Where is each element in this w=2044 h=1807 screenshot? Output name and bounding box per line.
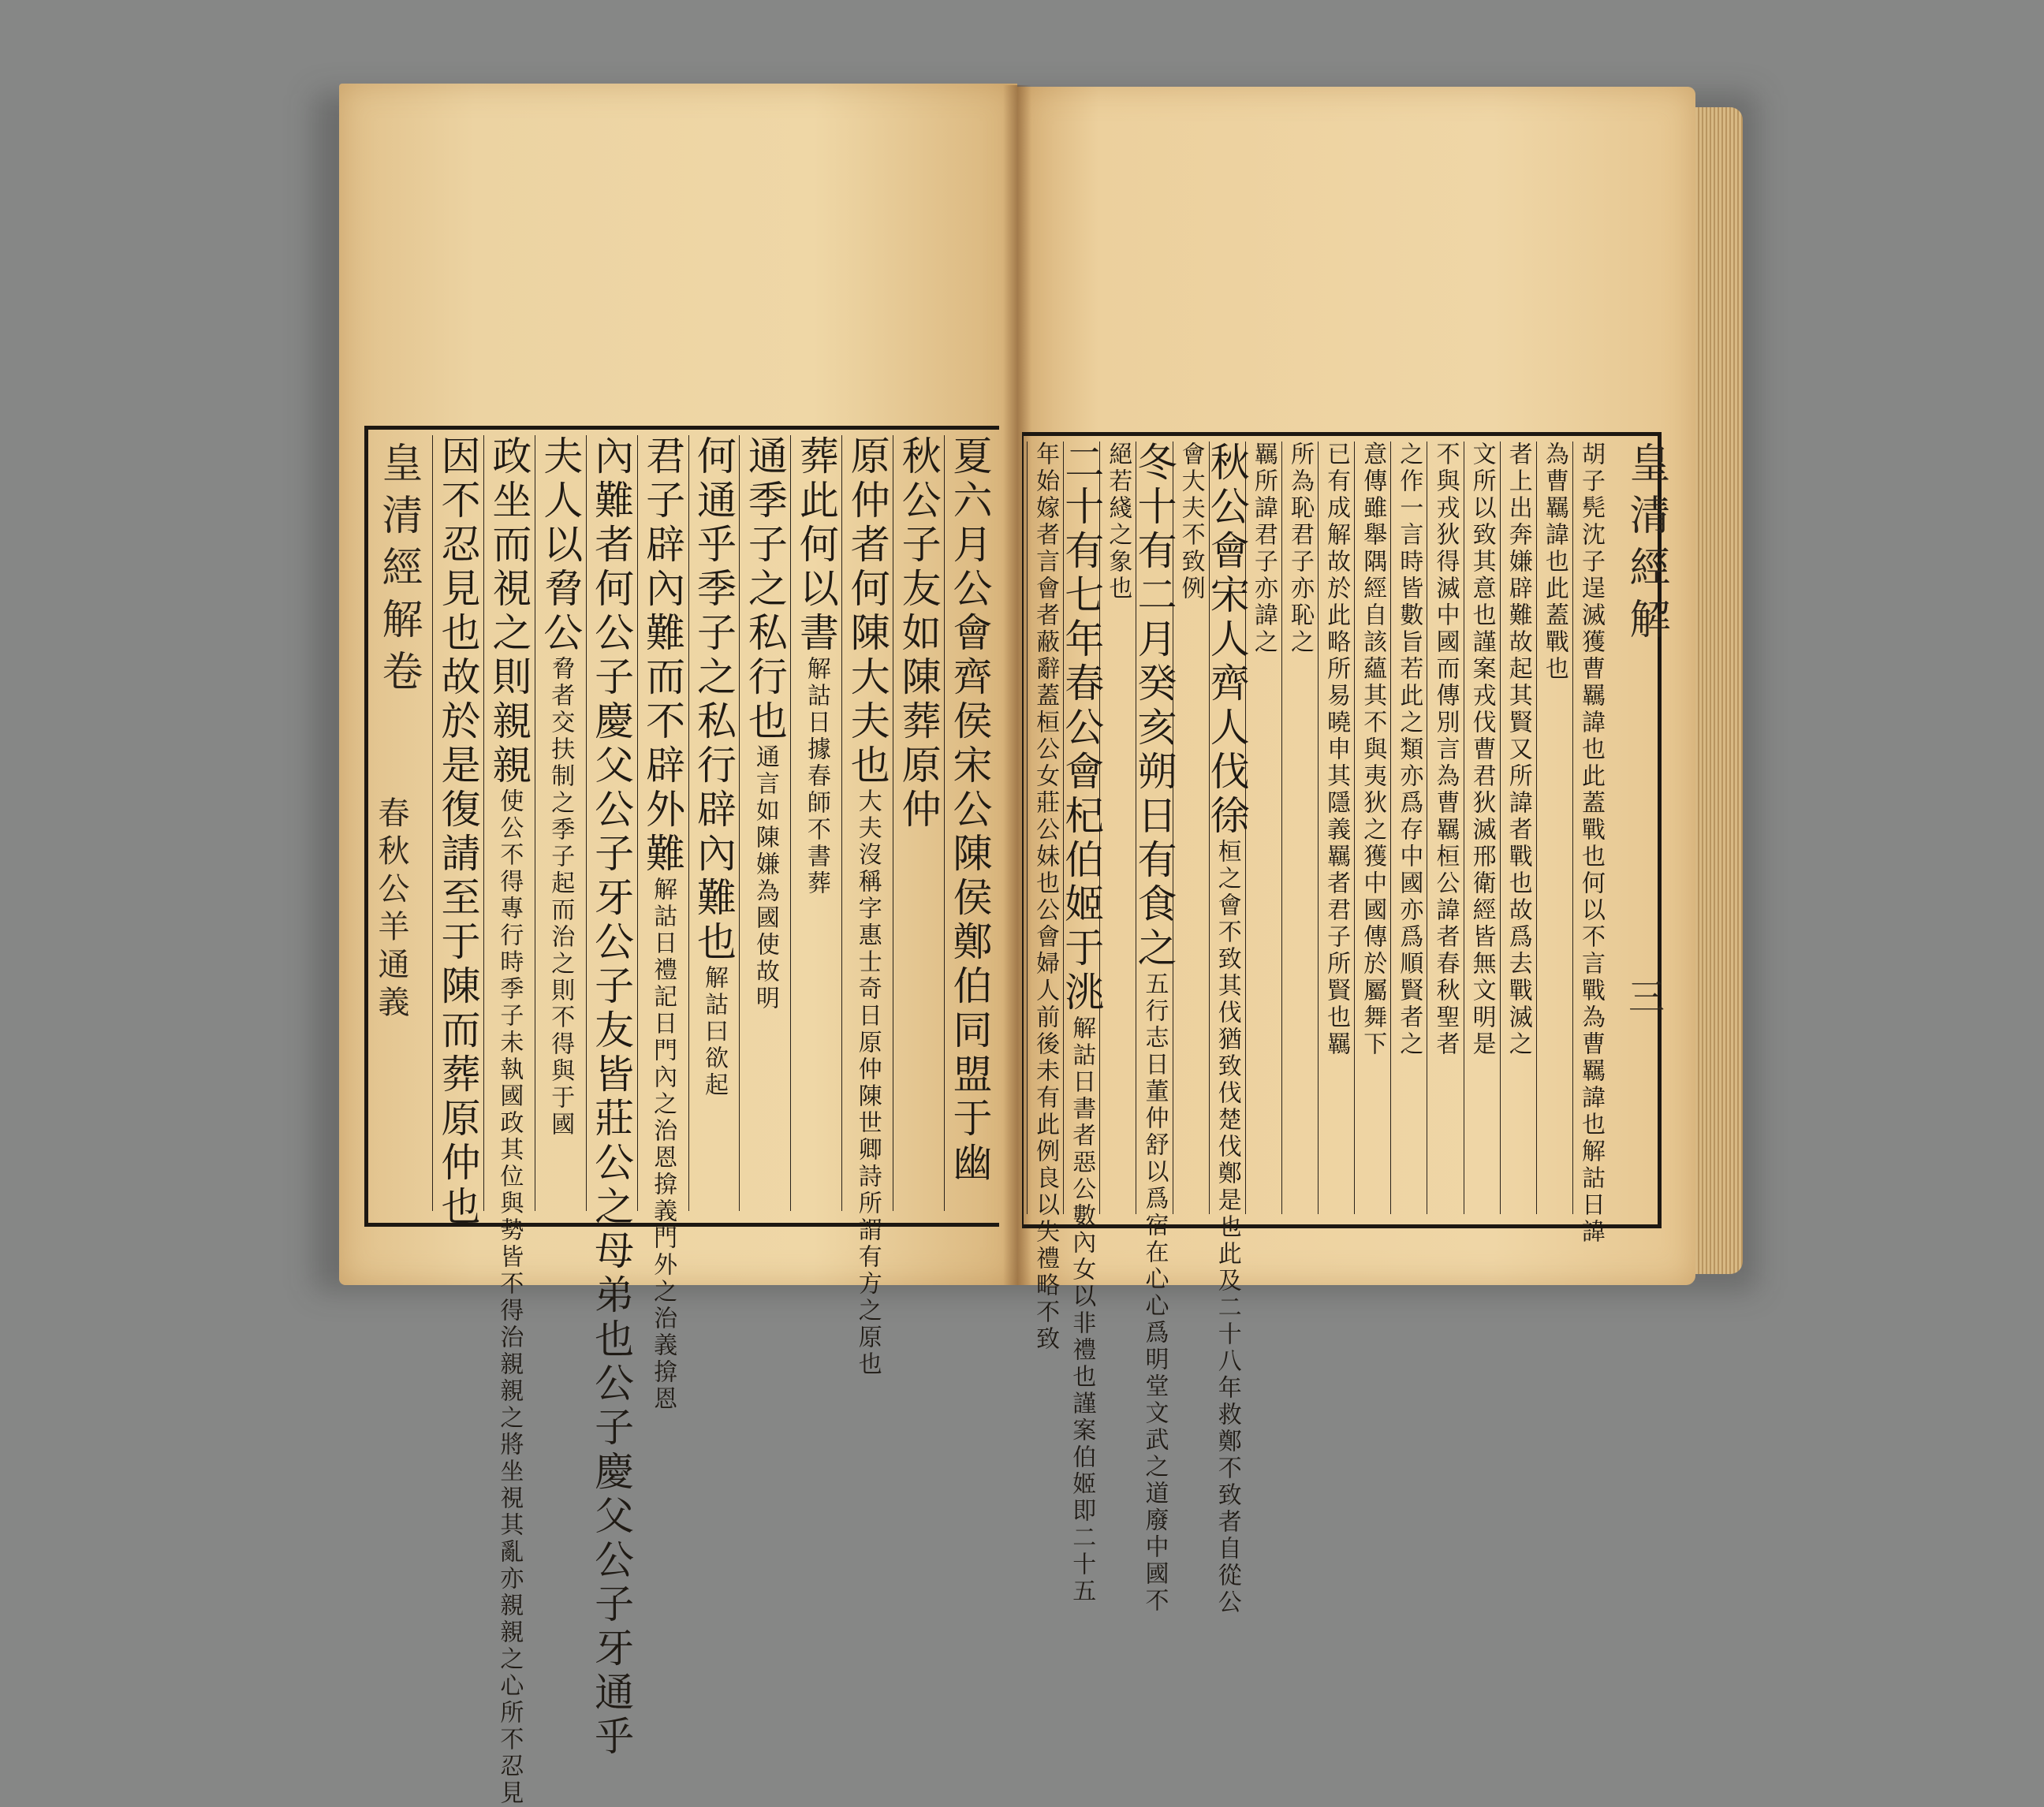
left-column — [535, 435, 586, 1211]
left-column-inner — [486, 435, 532, 1807]
right-column-inner — [1131, 442, 1177, 1615]
left-main-text: 原仲者何陳大夫也 — [844, 435, 890, 788]
right-commentary-text: 解詁日書者惡公數內女以非禮也謹案伯姬即二十五 — [1068, 1015, 1096, 1605]
left-margin-title: 皇清經解卷 — [375, 442, 422, 702]
left-main-text: 何通乎季子之私行辟內難也 — [690, 435, 737, 965]
right-column-inner — [1359, 442, 1387, 1214]
left-margin-subtitle: 春秋公羊通義 — [373, 796, 409, 1023]
left-column — [841, 435, 893, 1378]
left-commentary-text: 解詁曰欲起 — [699, 965, 728, 1099]
left-column — [586, 435, 637, 1760]
left-column-inner — [537, 435, 584, 1211]
right-commentary-text: 胡子髡沈子逞滅獲曹羈諱也此蓋戰也何以不言戰為曹羈諱也解詁日諱 — [1576, 442, 1605, 1246]
left-column — [637, 435, 688, 1413]
left-column-inner — [588, 435, 635, 1760]
right-folio: 三 — [1623, 978, 1665, 1014]
left-commentary-text: 解詁日禮記日門內之治恩揜義門外之治義揜恩 — [649, 877, 677, 1413]
right-main-text: 二十有七年春公會杞伯姬于洮 — [1058, 442, 1105, 1015]
left-column — [944, 435, 995, 1211]
right-column — [1281, 442, 1318, 1214]
right-commentary-text: 絕若綫之象也 — [1104, 442, 1132, 602]
left-column-inner — [844, 435, 890, 1378]
left-column-inner — [946, 435, 993, 1211]
left-main-text: 政坐而視之則親親 — [486, 435, 532, 788]
right-commentary-text: 會大夫不致例 — [1177, 442, 1205, 602]
right-column — [1203, 442, 1250, 1616]
right-column-inner — [1542, 442, 1566, 1214]
left-column-inner — [793, 435, 839, 1211]
right-commentary-text: 羈所諱君子亦諱之 — [1249, 442, 1278, 656]
left-commentary-text: 脅者交扶制之季子起而治之則不得與于國 — [546, 656, 575, 1138]
left-commentary-text: 解詁日據春師不書葬 — [802, 656, 830, 897]
right-column-inner — [1249, 442, 1278, 1214]
left-column-inner — [741, 435, 788, 1211]
right-column — [1572, 442, 1609, 1246]
right-column — [1390, 442, 1427, 1214]
right-commentary-text: 者上出奔嫌辟難故起其賢又所諱者戰也故爲去戰滅之 — [1504, 442, 1532, 1058]
right-column — [1318, 442, 1354, 1214]
left-commentary-text: 大夫沒稱字惠士奇日原仲陳世卿詩所謂有方之原也 — [853, 788, 882, 1378]
left-column — [739, 435, 790, 1211]
right-commentary-text: 為曹羈諱也此蓋戰也 — [1540, 442, 1568, 683]
left-main-text: 因不忍見也故於是復請至于陳而葬原仲也 — [435, 435, 481, 1230]
left-main-text: 秋公子友如陳葬原仲 — [895, 435, 942, 833]
right-column — [1099, 442, 1136, 1214]
right-column — [1245, 442, 1281, 1214]
right-column-inner — [1285, 442, 1314, 1214]
left-main-text: 君子辟內難而不辟外難 — [640, 435, 686, 877]
right-commentary-text: 已有成解故於此略所易曉申其隱義羈者君子所賢也羈 — [1322, 442, 1351, 1058]
right-column — [1427, 442, 1463, 1214]
left-main-text: 通季子之私行也 — [741, 435, 788, 744]
left-commentary-text: 使公不得專行時季子未執國政其位與勢皆不得治親親之將坐視其亂亦親親之心所不忍見 — [495, 788, 524, 1807]
right-column-inner — [1431, 442, 1460, 1214]
left-column — [893, 435, 944, 1211]
right-column-inner — [1203, 442, 1250, 1616]
left-commentary-text: 通言如陳嫌為國使故明 — [751, 744, 779, 1012]
right-main-text: 冬十有二月癸亥朔日有食之 — [1131, 442, 1177, 971]
right-column — [1354, 442, 1390, 1214]
right-margin-title: 皇清經解 — [1622, 442, 1669, 650]
right-column — [1173, 442, 1209, 1214]
right-column-inner — [1058, 442, 1105, 1605]
right-column-inner — [1576, 442, 1605, 1246]
left-main-text: 夫人以脅公 — [537, 435, 584, 656]
right-commentary-text: 年始嫁者言會者蔽辭蓋桓公女莊公妹也公會婦人前後未有此例良以失禮略不致 — [1031, 442, 1060, 1353]
right-commentary-text: 五行志日董仲舒以爲宿在心心爲明堂文武之道廢中國不 — [1140, 971, 1169, 1615]
left-column — [688, 435, 740, 1211]
left-main-text: 內難者何公子慶父公子牙公子友皆莊公之母弟也公子慶父公子牙通乎 — [588, 435, 635, 1760]
left-main-text: 葬此何以書 — [793, 435, 839, 656]
right-main-text: 秋公會宋人齊人伐徐 — [1203, 442, 1250, 839]
right-column — [1536, 442, 1572, 1214]
right-commentary-text: 之作一言時皆數旨若此之類亦爲存中國亦爲順賢者之 — [1395, 442, 1423, 1058]
right-commentary-text: 不與戎狄得滅中國而傳別言為曹羈桓公諱者春秋聖者 — [1431, 442, 1460, 1058]
right-column-inner — [1179, 442, 1203, 1214]
right-commentary-text: 所為恥君子亦恥之 — [1285, 442, 1314, 656]
left-column-inner — [640, 435, 686, 1413]
right-column — [1131, 442, 1177, 1615]
left-column-inner — [690, 435, 737, 1211]
right-commentary-text: 桓之會不致其伐猶致伐楚伐鄭是也此及二十八年救鄭不致者自從公 — [1213, 839, 1241, 1616]
left-main-text: 夏六月公會齊侯宋公陳侯鄭伯同盟于幽 — [946, 435, 993, 1186]
right-column — [1058, 442, 1105, 1605]
right-column-inner — [1395, 442, 1423, 1214]
right-column-inner — [1031, 442, 1060, 1353]
left-column — [483, 435, 535, 1807]
left-column — [432, 435, 483, 1230]
right-column — [1464, 442, 1500, 1214]
left-column-inner — [435, 435, 481, 1230]
right-column-inner — [1322, 442, 1351, 1214]
page-edges — [1695, 107, 1743, 1274]
right-column — [1500, 442, 1536, 1214]
right-column — [1027, 442, 1063, 1353]
right-commentary-text: 意傳雖舉隅經自該蘊其不與夷狄之獲中國傳於屬舞下 — [1359, 442, 1387, 1058]
left-column-inner — [895, 435, 942, 1211]
left-column — [790, 435, 841, 1211]
right-column-inner — [1506, 442, 1530, 1214]
right-column-inner — [1104, 442, 1132, 1214]
right-column-inner — [1470, 442, 1494, 1214]
right-commentary-text: 文所以致其意也謹案戎伐曹君狄滅邢衛經皆無文明是 — [1468, 442, 1496, 1058]
